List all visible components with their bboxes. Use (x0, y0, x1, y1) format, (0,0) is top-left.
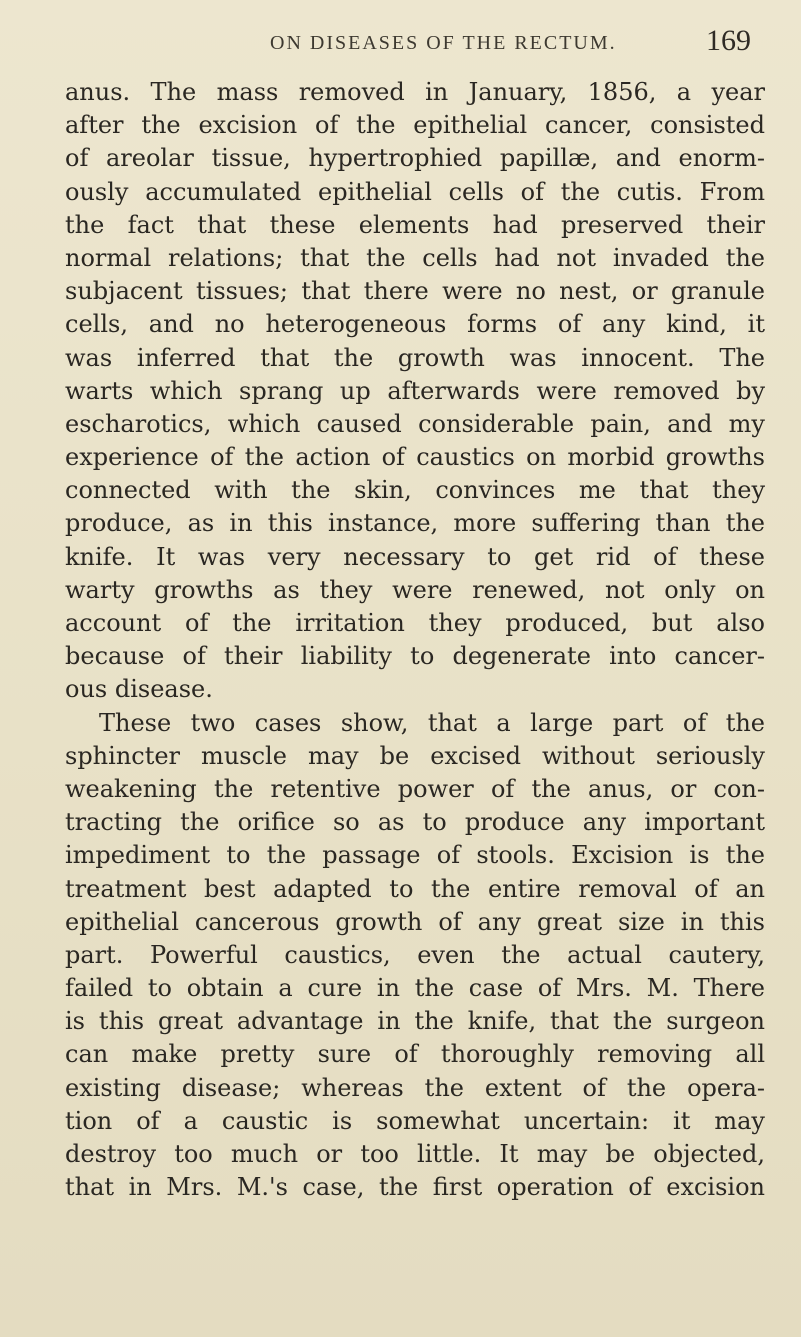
text-line: tion of a caustic is somewhat uncertain: it may (65, 1106, 765, 1135)
text-line: of areolar tissue, hypertrophied papillæ, and enorm- (65, 144, 765, 173)
text-line: is this great advantage in the knife, that the surgeon (65, 1007, 765, 1036)
text-line: impediment to the passage of stools. Excision is the (65, 841, 765, 870)
text-line: destroy too much or too little. It may be objected, (65, 1140, 765, 1168)
text-line: treatment best adapted to the entire removal of an (65, 874, 765, 903)
page-header (0, 20, 801, 60)
text-line: because of their liability to degenerate into cancer- (65, 642, 765, 671)
text-line: produce, as in this instance, more suffering than the (65, 509, 765, 538)
text-line: was inferred that the growth was innocent. The (65, 343, 765, 372)
text-line: weakening the retentive power of the anus, or con- (65, 774, 765, 803)
text-line: that in Mrs. M.'s case, the first operation of excision (65, 1173, 765, 1202)
text-line: can make pretty sure of thoroughly removing all (65, 1040, 765, 1069)
text-line: the fact that these elements had preserved their (65, 210, 765, 239)
text-line: warty growths as they were renewed, not only on (65, 575, 765, 604)
text-line: escharotics, which caused considerable pain, and my (65, 409, 765, 438)
text-line: sphincter muscle may be excised without seriously (65, 741, 765, 770)
text-line: ous disease. (65, 675, 213, 704)
text-line: normal relations; that the cells had not invaded the (65, 243, 765, 272)
text-line: epithelial cancerous growth of any great size in this (65, 907, 765, 936)
text-line: ously accumulated epithelial cells of the cutis. From (65, 177, 765, 206)
running-head: ON DISEASES OF THE RECTUM. (270, 32, 617, 54)
text-line: tracting the orifice so as to produce any important (65, 808, 765, 837)
page-number: 169 (706, 24, 751, 57)
text-line: connected with the skin, convinces me that they (65, 476, 765, 505)
text-line: knife. It was very necessary to get rid of these (65, 542, 765, 571)
text-line: subjacent tissues; that there were no nest, or granule (65, 277, 765, 306)
text-line: anus. The mass removed in January, 1856, a year (65, 78, 765, 106)
paragraph-start-line: These two cases show, that a large part of the (99, 708, 765, 737)
text-line: account of the irritation they produced, but also (65, 609, 765, 637)
text-line: failed to obtain a cure in the case of Mrs. M. There (65, 974, 765, 1003)
text-line: after the excision of the epithelial cancer, consisted (65, 111, 765, 140)
text-line: part. Powerful caustics, even the actual cautery, (65, 940, 765, 969)
body-text (65, 76, 765, 1204)
text-line: existing disease; whereas the extent of the opera- (65, 1073, 765, 1102)
text-line: experience of the action of caustics on morbid growths (65, 443, 765, 472)
text-line: warts which sprang up afterwards were removed by (65, 376, 765, 405)
text-line: cells, and no heterogeneous forms of any kind, it (65, 310, 765, 339)
